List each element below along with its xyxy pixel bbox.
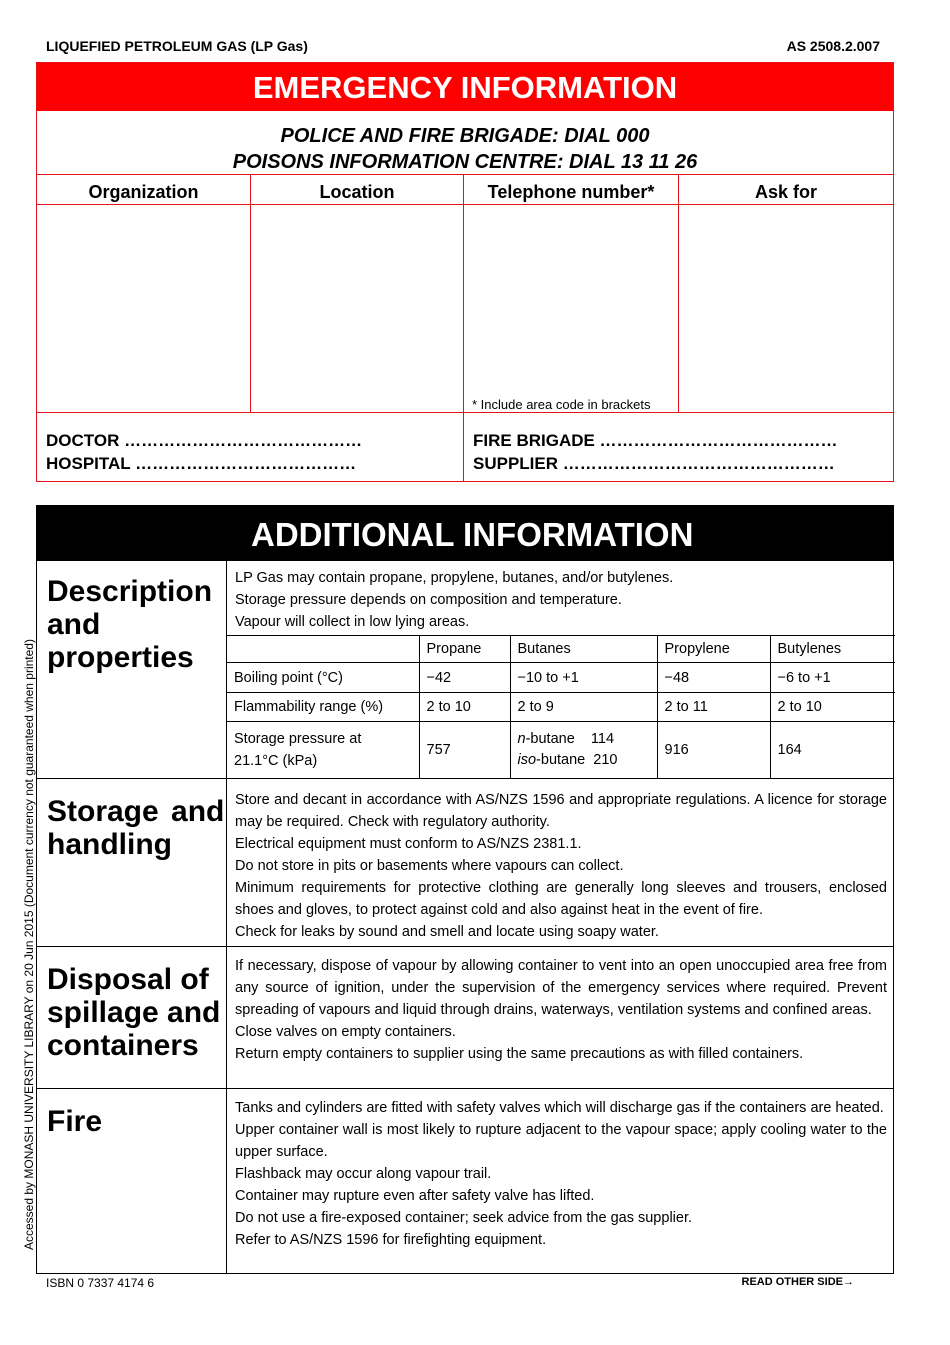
section-body: [227, 561, 895, 778]
label-line: and: [47, 608, 101, 641]
dial-police-fire: POLICE AND FIRE BRIGADE: DIAL 000: [280, 125, 650, 147]
text-line: Container may rupture even after safety valve has lifted.: [235, 1188, 595, 1204]
table-cell: [227, 722, 419, 778]
table-header-row: [227, 636, 895, 663]
column-header: Organization: [37, 175, 250, 205]
prefix-rest: -butane: [525, 730, 575, 747]
fire-supplier-cell[interactable]: [464, 413, 894, 481]
text-line: Electrical equipment must conform to AS/NZS 2381.1.: [235, 836, 582, 852]
table-row: [227, 722, 895, 778]
storage-section: [37, 778, 893, 946]
label-line: Disposal of: [47, 963, 209, 996]
fire-brigade-field: FIRE BRIGADE ……………………………………: [473, 431, 838, 450]
text-line: Return empty containers to supplier using the same precautions as with filled containers.: [235, 1046, 804, 1062]
italic-prefix: iso: [517, 751, 537, 768]
table-cell: Butylenes: [770, 636, 895, 663]
column-header: Ask for: [679, 175, 893, 205]
section-label: [37, 561, 227, 778]
properties-table: [227, 635, 895, 778]
section-label: [37, 1089, 227, 1273]
read-other-side-link[interactable]: READ OTHER SIDE→: [741, 1276, 854, 1288]
table-cell: [510, 722, 657, 778]
emergency-dial-numbers: [37, 111, 893, 175]
table-cell: 757: [419, 722, 510, 778]
column-header: Location: [251, 175, 463, 205]
emergency-panel: [36, 62, 894, 482]
table-row: [227, 663, 895, 693]
table-cell: 2 to 9: [510, 693, 657, 722]
text-line: Refer to AS/NZS 1596 for firefighting equipment.: [235, 1232, 547, 1248]
text-line: LP Gas may contain propane, propylene, butanes, and/or butylenes.: [235, 570, 674, 586]
label-line: Fire: [47, 1105, 103, 1138]
description-text: [227, 561, 895, 633]
label-line: containers: [47, 1029, 199, 1062]
section-label: [37, 779, 227, 946]
section-body: [227, 779, 895, 946]
text-line: Check for leaks by sound and smell and locate using soapy water.: [235, 924, 659, 940]
table-cell: −10 to +1: [510, 663, 657, 693]
hospital-field: HOSPITAL …………………………………: [46, 454, 357, 473]
organization-column[interactable]: [37, 175, 251, 412]
isbn: ISBN 0 7337 4174 6: [46, 1276, 155, 1290]
location-column[interactable]: [251, 175, 464, 412]
text-line: Do not store in pits or basements where vapours can collect.: [235, 858, 624, 874]
table-cell: 2 to 10: [419, 693, 510, 722]
column-header: Telephone number*: [464, 175, 678, 205]
additional-info-panel: [36, 505, 894, 1274]
text-line: Flashback may occur along vapour trail.: [235, 1166, 492, 1182]
table-cell: 164: [770, 722, 895, 778]
dial-poisons: POISONS INFORMATION CENTRE: DIAL 13 11 26: [232, 151, 698, 173]
access-note: Accessed by MONASH UNIVERSITY LIBRARY on 20 Jun 2015 (Document currency not guaranteed when printed): [22, 639, 36, 1250]
doctor-hospital-cell[interactable]: [37, 413, 464, 481]
text-line: Minimum requirements for protective clothing are generally long sleeves and trousers, enclosed shoes and gloves, to protect against cold and also against heat in the event of fire.: [235, 880, 887, 918]
standard-number: AS 2508.2.007: [786, 38, 880, 54]
cell-line: 21.1°C (kPa): [234, 752, 318, 769]
label-line: properties: [47, 641, 194, 674]
table-cell: −48: [657, 663, 770, 693]
table-cell: Butanes: [510, 636, 657, 663]
text-line: Tanks and cylinders are fitted with safety valves which will discharge gas if the containers are heated.: [235, 1100, 884, 1116]
section-body: [227, 947, 895, 1088]
table-cell: Boiling point (°C): [227, 663, 419, 693]
supplier-field: SUPPLIER …………………………………………: [473, 454, 835, 473]
emergency-title: EMERGENCY INFORMATION: [37, 63, 893, 111]
table-cell: [227, 636, 419, 663]
cell-value: 114: [590, 730, 615, 747]
label-line: spillage and: [47, 996, 221, 1029]
text-line: Upper container wall is most likely to rupture adjacent to the vapour space; apply cooling water to the upper surface.: [235, 1122, 887, 1160]
text-line: Do not use a fire-exposed container; seek advice from the gas supplier.: [235, 1210, 693, 1226]
telephone-column[interactable]: [464, 175, 679, 412]
text-line: If necessary, dispose of vapour by allowing container to vent into an open unoccupied area free from any source of ignition, under the supervision of the emergency services where required. Prevent spreading of vapours and liquid through drains, waterways, ventilation systems and confined areas.: [235, 958, 887, 1018]
text-line: Storage pressure depends on composition and temperature.: [235, 592, 622, 608]
fire-section: [37, 1088, 893, 1273]
document-title: LIQUEFIED PETROLEUM GAS (LP Gas): [46, 38, 308, 54]
contact-fill-rows: [37, 413, 893, 481]
table-cell: Propane: [419, 636, 510, 663]
cell-value: 210: [593, 751, 618, 768]
table-cell: −6 to +1: [770, 663, 895, 693]
text-line: Vapour will collect in low lying areas.: [235, 614, 470, 630]
cell-line: [518, 750, 650, 771]
table-cell: 2 to 10: [770, 693, 895, 722]
text-line: Close valves on empty containers.: [235, 1024, 456, 1040]
doctor-field: DOCTOR ……………………………………: [46, 431, 363, 450]
table-cell: 2 to 11: [657, 693, 770, 722]
label-line: Storage and: [47, 795, 225, 828]
label-line: handling: [47, 828, 172, 861]
cell-line: Storage pressure at: [234, 730, 362, 747]
description-section: [37, 560, 893, 778]
ask-for-column[interactable]: [679, 175, 893, 412]
text-line: Store and decant in accordance with AS/NZS 1596 and appropriate regulations. A licence for storage may be required. Check with regulatory authority.: [235, 792, 887, 830]
disposal-section: [37, 946, 893, 1088]
table-cell: Flammability range (%): [227, 693, 419, 722]
table-cell: Propylene: [657, 636, 770, 663]
section-label: [37, 947, 227, 1088]
area-code-note: * Include area code in brackets: [472, 397, 651, 412]
table-cell: −42: [419, 663, 510, 693]
section-body: [227, 1089, 895, 1273]
table-row: [227, 693, 895, 722]
additional-title: ADDITIONAL INFORMATION: [37, 506, 893, 560]
table-cell: 916: [657, 722, 770, 778]
prefix-rest: -butane: [536, 751, 586, 768]
italic-prefix: n: [517, 730, 526, 747]
contact-table: [37, 175, 893, 413]
label-line: Description: [47, 575, 213, 608]
cell-line: [518, 729, 650, 750]
